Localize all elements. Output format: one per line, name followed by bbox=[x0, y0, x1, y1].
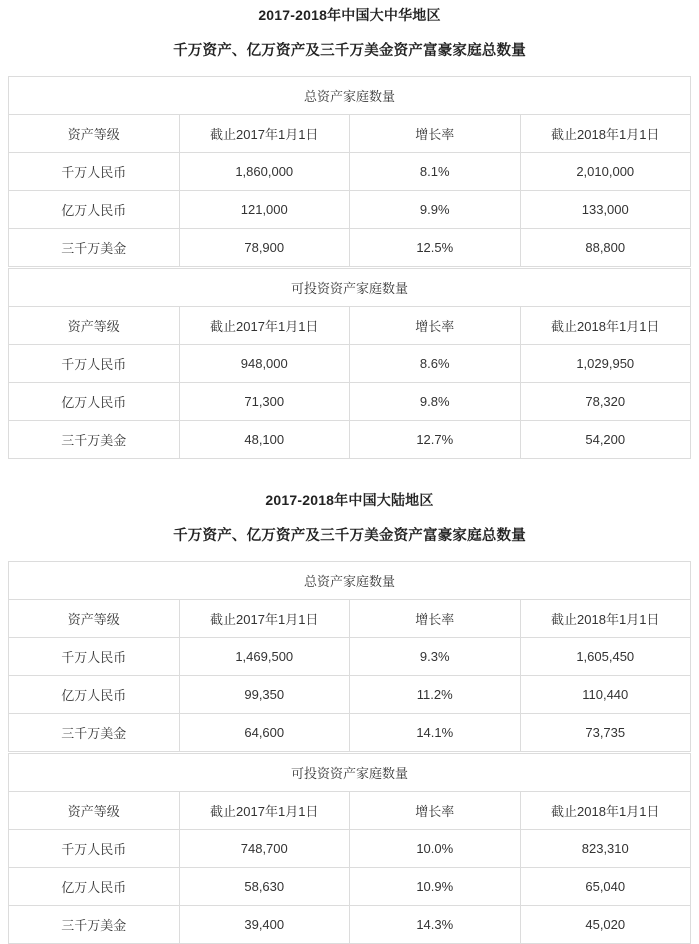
table-band-row bbox=[9, 754, 691, 792]
cell-end-value: 73,735 bbox=[520, 714, 691, 752]
header-asset-grade: 资产等级 bbox=[9, 792, 180, 830]
table-row bbox=[9, 906, 691, 944]
cell-start-value: 948,000 bbox=[179, 345, 350, 383]
cell-asset-grade: 亿万人民币 bbox=[9, 868, 180, 906]
table-row bbox=[9, 830, 691, 868]
cell-start-value: 1,860,000 bbox=[179, 153, 350, 191]
header-growth-rate: 增长率 bbox=[350, 115, 521, 153]
wealth-table-total-assets bbox=[8, 76, 691, 267]
section-greater-china bbox=[0, 0, 699, 459]
cell-start-value: 71,300 bbox=[179, 383, 350, 421]
cell-start-value: 64,600 bbox=[179, 714, 350, 752]
wealth-table-investable-assets bbox=[8, 753, 691, 944]
cell-growth-rate: 12.7% bbox=[350, 421, 521, 459]
table-row bbox=[9, 383, 691, 421]
cell-growth-rate: 8.1% bbox=[350, 153, 521, 191]
table-row bbox=[9, 345, 691, 383]
cell-end-value: 110,440 bbox=[520, 676, 691, 714]
cell-end-value: 133,000 bbox=[520, 191, 691, 229]
header-asset-grade: 资产等级 bbox=[9, 307, 180, 345]
cell-asset-grade: 亿万人民币 bbox=[9, 676, 180, 714]
section-title: 2017-2018年中国大陆地区 bbox=[265, 492, 434, 508]
cell-start-value: 1,469,500 bbox=[179, 638, 350, 676]
cell-end-value: 54,200 bbox=[520, 421, 691, 459]
cell-asset-grade: 千万人民币 bbox=[9, 153, 180, 191]
cell-growth-rate: 10.9% bbox=[350, 868, 521, 906]
cell-growth-rate: 11.2% bbox=[350, 676, 521, 714]
table-row bbox=[9, 714, 691, 752]
cell-asset-grade: 千万人民币 bbox=[9, 830, 180, 868]
cell-end-value: 2,010,000 bbox=[520, 153, 691, 191]
cell-start-value: 58,630 bbox=[179, 868, 350, 906]
header-asset-grade: 资产等级 bbox=[9, 115, 180, 153]
cell-growth-rate: 14.3% bbox=[350, 906, 521, 944]
table-row bbox=[9, 676, 691, 714]
table-band-row bbox=[9, 269, 691, 307]
section-title: 2017-2018年中国大中华地区 bbox=[258, 7, 441, 23]
header-growth-rate: 增长率 bbox=[350, 307, 521, 345]
cell-end-value: 88,800 bbox=[520, 229, 691, 267]
band-label: 可投资资产家庭数量 bbox=[9, 269, 691, 307]
cell-start-value: 39,400 bbox=[179, 906, 350, 944]
cell-growth-rate: 12.5% bbox=[350, 229, 521, 267]
cell-end-value: 823,310 bbox=[520, 830, 691, 868]
table-row bbox=[9, 153, 691, 191]
cell-start-value: 78,900 bbox=[179, 229, 350, 267]
table-band-row bbox=[9, 562, 691, 600]
cell-asset-grade: 亿万人民币 bbox=[9, 191, 180, 229]
header-end-date: 截止2018年1月1日 bbox=[520, 307, 691, 345]
cell-end-value: 78,320 bbox=[520, 383, 691, 421]
cell-asset-grade: 三千万美金 bbox=[9, 714, 180, 752]
header-end-date: 截止2018年1月1日 bbox=[520, 792, 691, 830]
header-end-date: 截止2018年1月1日 bbox=[520, 600, 691, 638]
wealth-table-total-assets bbox=[8, 561, 691, 752]
cell-start-value: 748,700 bbox=[179, 830, 350, 868]
cell-growth-rate: 9.9% bbox=[350, 191, 521, 229]
cell-growth-rate: 9.3% bbox=[350, 638, 521, 676]
cell-end-value: 45,020 bbox=[520, 906, 691, 944]
section-subtitle: 千万资产、亿万资产及三千万美金资产富豪家庭总数量 bbox=[173, 43, 526, 59]
header-growth-rate: 增长率 bbox=[350, 792, 521, 830]
cell-start-value: 99,350 bbox=[179, 676, 350, 714]
cell-growth-rate: 9.8% bbox=[350, 383, 521, 421]
band-label: 可投资资产家庭数量 bbox=[9, 754, 691, 792]
table-header-row bbox=[9, 600, 691, 638]
band-label: 总资产家庭数量 bbox=[9, 562, 691, 600]
cell-asset-grade: 千万人民币 bbox=[9, 345, 180, 383]
table-header-row bbox=[9, 115, 691, 153]
header-start-date: 截止2017年1月1日 bbox=[179, 307, 350, 345]
band-label: 总资产家庭数量 bbox=[9, 77, 691, 115]
cell-growth-rate: 10.0% bbox=[350, 830, 521, 868]
cell-asset-grade: 千万人民币 bbox=[9, 638, 180, 676]
wealth-table-investable-assets bbox=[8, 268, 691, 459]
cell-asset-grade: 亿万人民币 bbox=[9, 383, 180, 421]
header-growth-rate: 增长率 bbox=[350, 600, 521, 638]
cell-growth-rate: 14.1% bbox=[350, 714, 521, 752]
cell-start-value: 48,100 bbox=[179, 421, 350, 459]
header-start-date: 截止2017年1月1日 bbox=[179, 792, 350, 830]
header-end-date: 截止2018年1月1日 bbox=[520, 115, 691, 153]
section-gap bbox=[0, 459, 699, 485]
cell-end-value: 1,029,950 bbox=[520, 345, 691, 383]
table-row bbox=[9, 191, 691, 229]
cell-end-value: 1,605,450 bbox=[520, 638, 691, 676]
cell-asset-grade: 三千万美金 bbox=[9, 421, 180, 459]
cell-asset-grade: 三千万美金 bbox=[9, 906, 180, 944]
table-row bbox=[9, 421, 691, 459]
header-asset-grade: 资产等级 bbox=[9, 600, 180, 638]
table-header-row bbox=[9, 792, 691, 830]
table-row bbox=[9, 229, 691, 267]
header-start-date: 截止2017年1月1日 bbox=[179, 600, 350, 638]
table-row bbox=[9, 638, 691, 676]
header-start-date: 截止2017年1月1日 bbox=[179, 115, 350, 153]
cell-asset-grade: 三千万美金 bbox=[9, 229, 180, 267]
table-row bbox=[9, 868, 691, 906]
table-band-row bbox=[9, 77, 691, 115]
section-subtitle: 千万资产、亿万资产及三千万美金资产富豪家庭总数量 bbox=[173, 528, 526, 544]
table-header-row bbox=[9, 307, 691, 345]
section-mainland-china bbox=[0, 485, 699, 944]
cell-end-value: 65,040 bbox=[520, 868, 691, 906]
cell-start-value: 121,000 bbox=[179, 191, 350, 229]
cell-growth-rate: 8.6% bbox=[350, 345, 521, 383]
